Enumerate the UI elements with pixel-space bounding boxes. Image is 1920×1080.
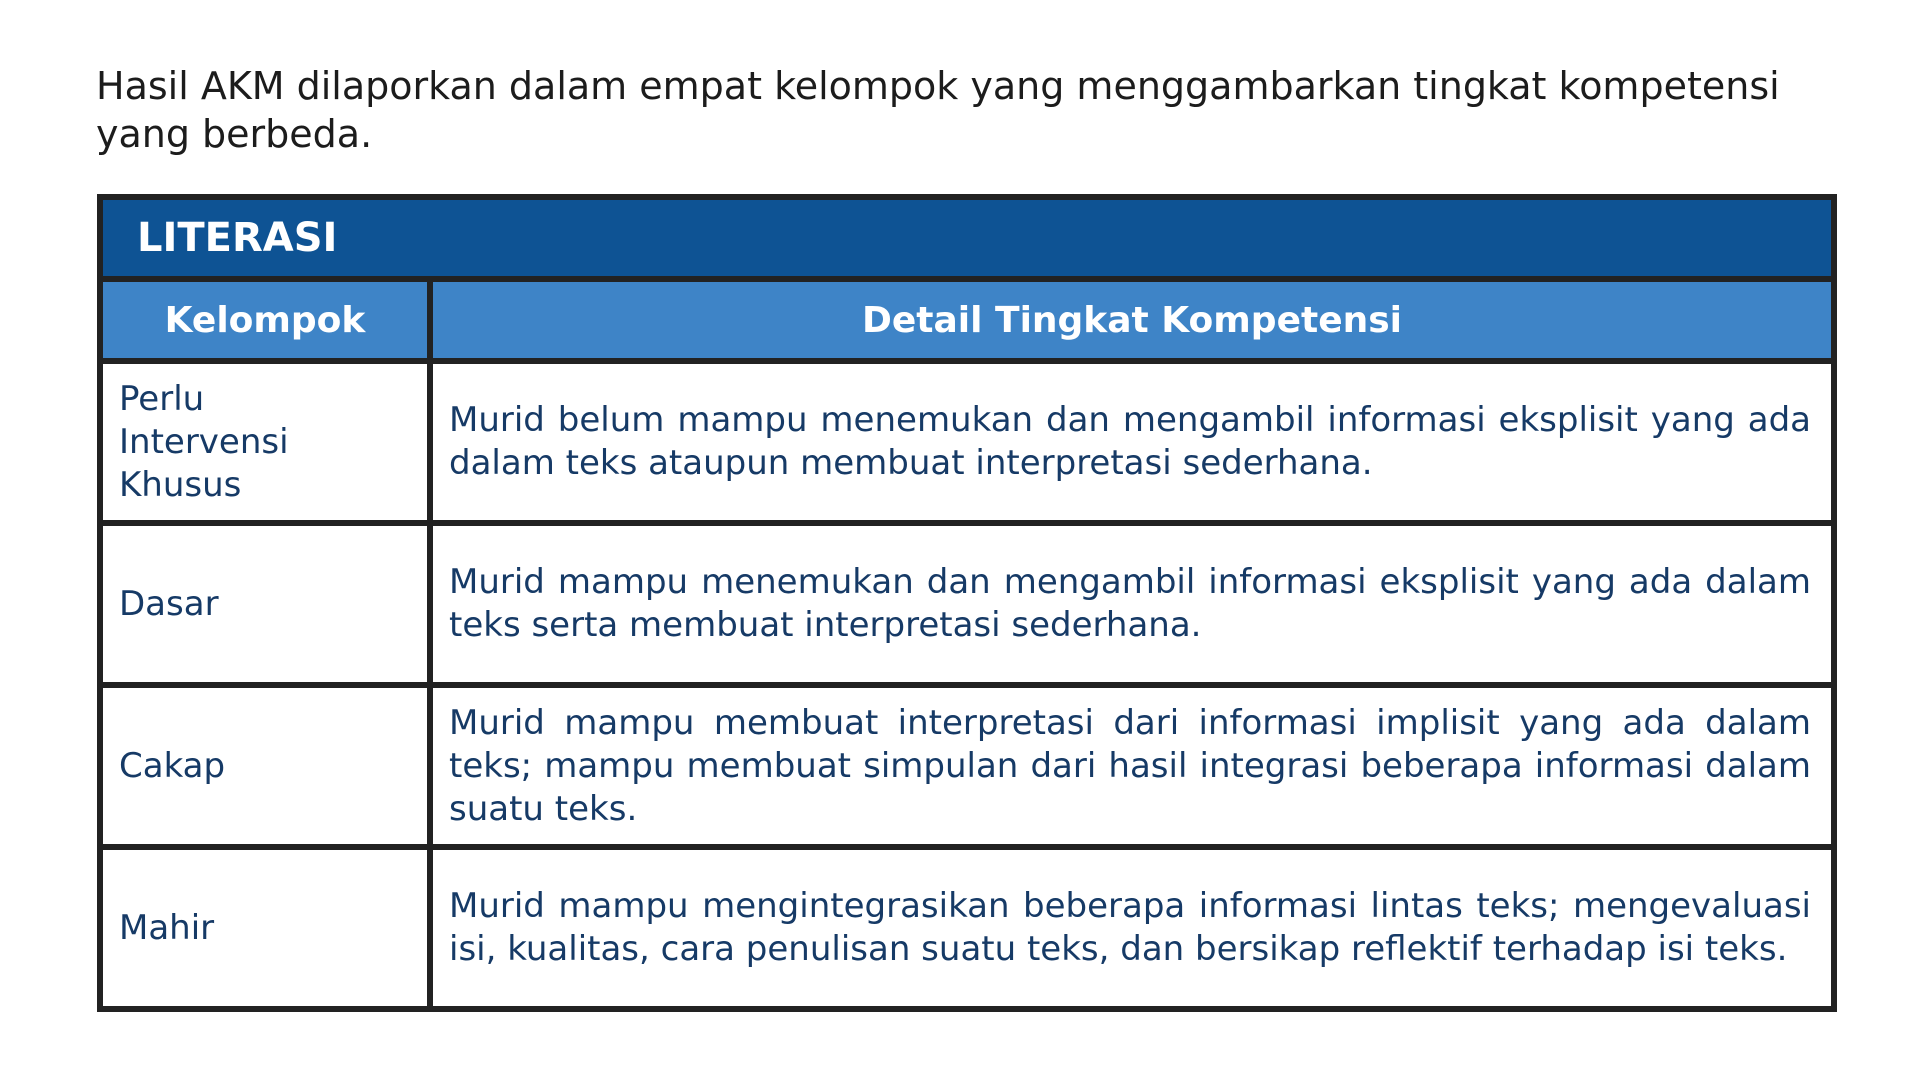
table-title: LITERASI <box>100 197 1834 279</box>
group-cell: Mahir <box>100 847 430 1009</box>
table-title-row <box>100 197 1834 279</box>
intro-text: Hasil AKM dilaporkan dalam empat kelompok yang menggambarkan tingkat kompetensi yang berbeda. <box>96 64 1780 156</box>
group-cell: Cakap <box>100 685 430 847</box>
group-cell: Perlu Intervensi Khusus <box>100 361 430 523</box>
header-detail: Detail Tingkat Kompetensi <box>430 279 1834 361</box>
header-kelompok: Kelompok <box>100 279 430 361</box>
literasi-table <box>97 194 1837 1012</box>
detail-cell: Murid mampu mengintegrasikan beberapa informasi lintas teks; mengevaluasi isi, kualitas, cara penulisan suatu teks, dan bersikap reflektif terhadap isi teks. <box>430 847 1834 1009</box>
table-row <box>100 523 1834 685</box>
detail-cell: Murid mampu menemukan dan mengambil informasi eksplisit yang ada dalam teks serta membuat interpretasi sederhana. <box>430 523 1834 685</box>
group-cell: Dasar <box>100 523 430 685</box>
detail-cell: Murid belum mampu menemukan dan mengambil informasi eksplisit yang ada dalam teks ataupun membuat interpretasi sederhana. <box>430 361 1834 523</box>
table-row <box>100 685 1834 847</box>
table-row <box>100 847 1834 1009</box>
table-header-row <box>100 279 1834 361</box>
detail-cell: Murid mampu membuat interpretasi dari informasi implisit yang ada dalam teks; mampu membuat simpulan dari hasil integrasi beberapa informasi dalam suatu teks. <box>430 685 1834 847</box>
table-row <box>100 361 1834 523</box>
